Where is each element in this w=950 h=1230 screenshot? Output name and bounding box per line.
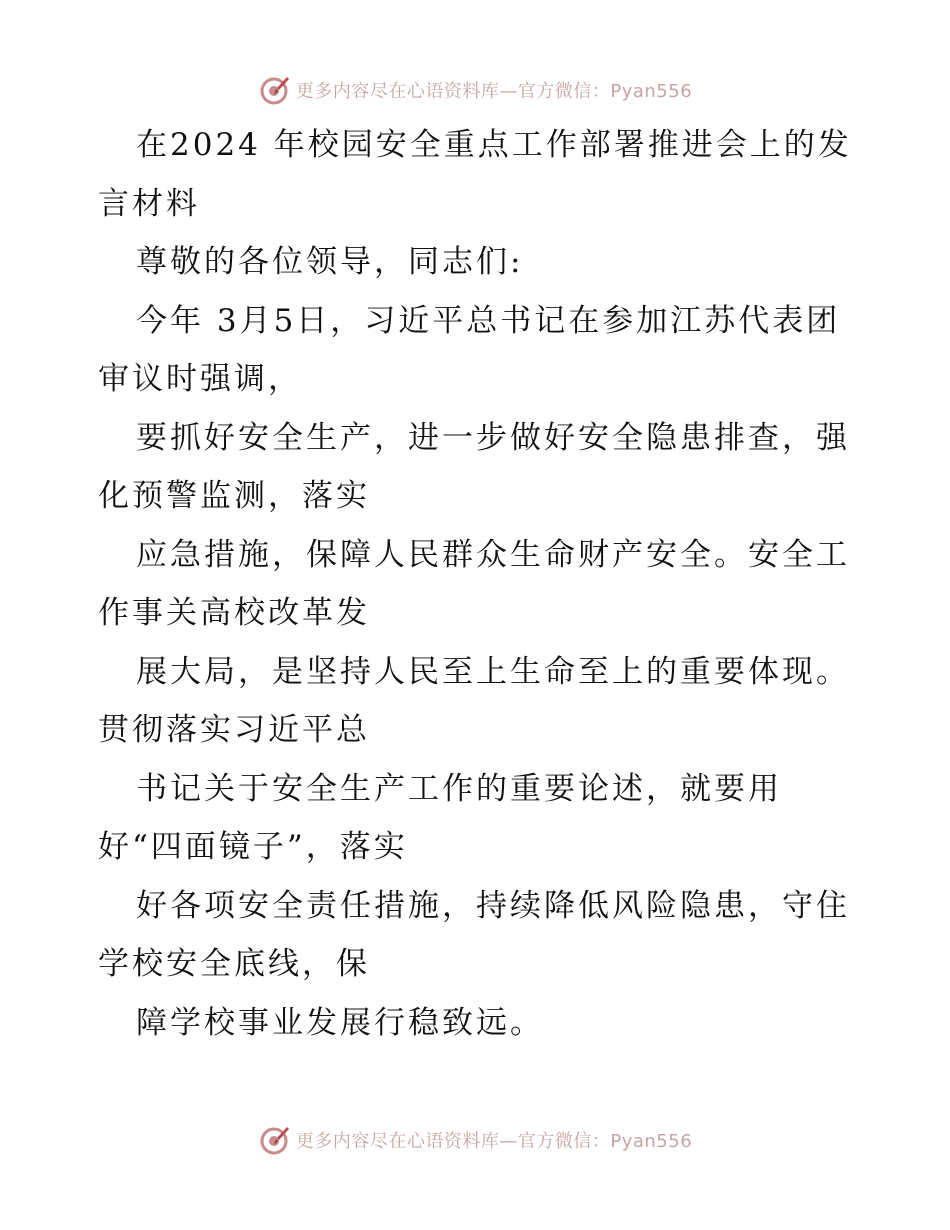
- pen-circle-logo-icon: [258, 74, 290, 106]
- doc-paragraph-line: 好“四面镜子”，落实: [98, 829, 408, 865]
- watermark: [258, 1124, 692, 1156]
- document-body: [98, 116, 858, 1052]
- pen-circle-logo-icon: [258, 1124, 290, 1156]
- header-watermark: [0, 70, 950, 110]
- doc-paragraph-line: 贯彻落实习近平总: [98, 712, 370, 748]
- doc-paragraph-line: 学校安全底线，保: [98, 946, 370, 982]
- doc-paragraph-line: 展大局，是坚持人民至上生命至上的重要体现。: [136, 653, 850, 690]
- doc-paragraph-line: 化预警监测，落实: [98, 478, 370, 514]
- doc-paragraph-line: 审议时强调，: [98, 361, 302, 397]
- doc-paragraph-line: 要抓好安全生产，进一步做好安全隐患排查，强: [136, 419, 850, 456]
- doc-title-line-2: 言材料: [98, 185, 200, 222]
- doc-paragraph-line: 应急措施，保障人民群众生命财产安全。安全工: [136, 536, 850, 573]
- watermark-text: 更多内容尽在心语资料库—官方微信：Pyan556: [295, 81, 693, 102]
- watermark: [258, 74, 692, 106]
- doc-paragraph-line: 好各项安全责任措施，持续降低风险隐患，守住: [136, 887, 850, 924]
- doc-paragraph-line: 作事关高校改革发: [98, 595, 370, 631]
- doc-paragraph-line: 书记关于安全生产工作的重要论述，就要用: [136, 770, 782, 807]
- doc-title-line-1: 在2024 年校园安全重点工作部署推进会上的发: [136, 127, 852, 163]
- footer-watermark: [0, 1120, 950, 1160]
- doc-paragraph-line: 今年 3月5日，习近平总书记在参加江苏代表团: [136, 302, 841, 339]
- doc-paragraph-line: 障学校事业发展行稳致远。: [136, 1004, 544, 1041]
- doc-salutation: 尊敬的各位领导，同志们:: [136, 244, 524, 280]
- watermark-text: 更多内容尽在心语资料库—官方微信：Pyan556: [295, 1131, 693, 1152]
